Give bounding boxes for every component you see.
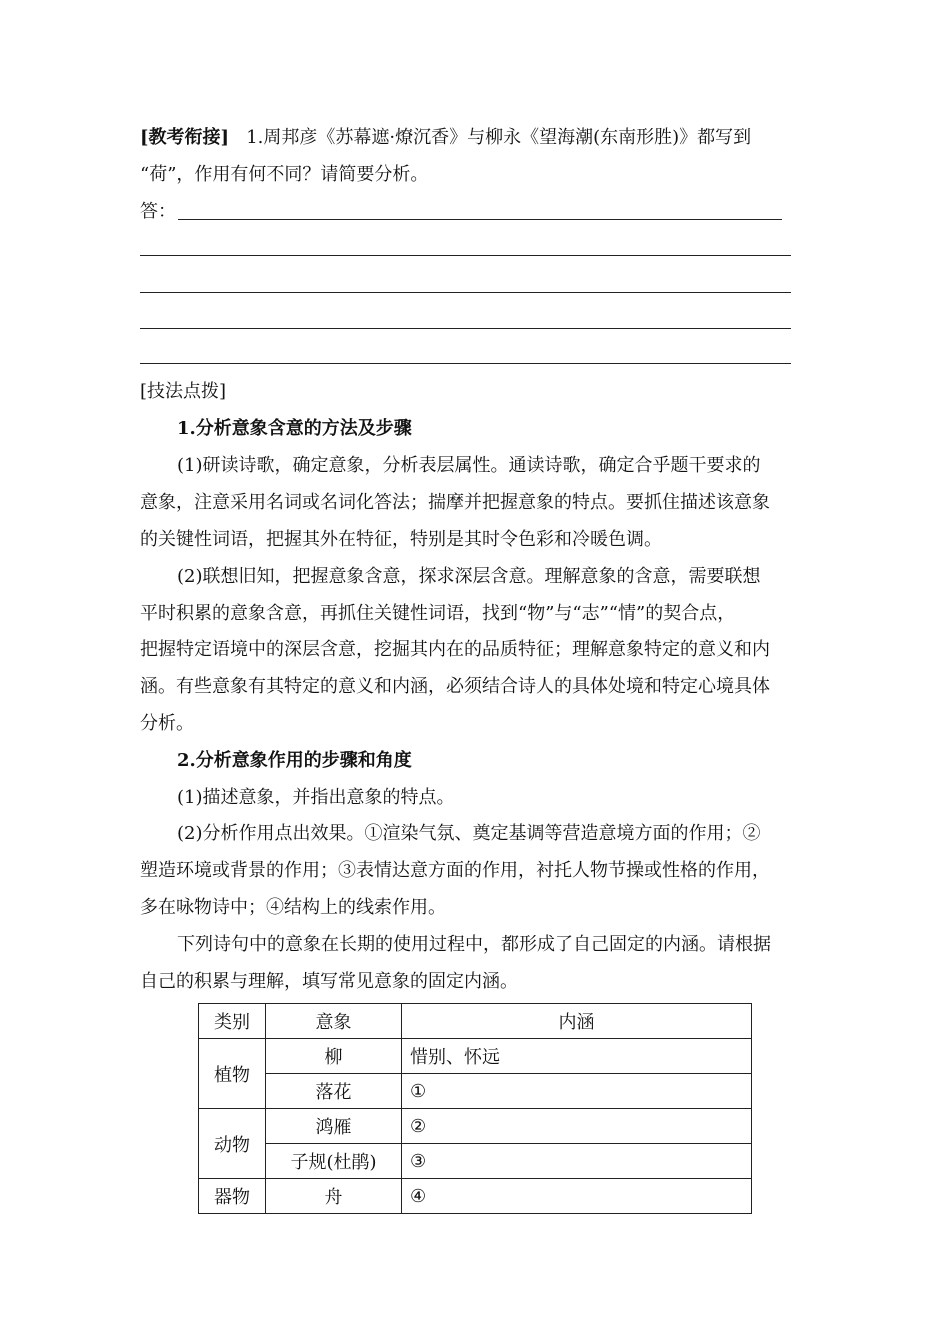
header-image: 意象 — [266, 1004, 402, 1039]
paragraph-4-line-2: 塑造环境或背景的作用；③表情达意方面的作用，衬托人物节操或性格的作用， — [140, 860, 770, 881]
imagery-table — [198, 1003, 752, 1214]
table-header-row — [199, 1004, 752, 1039]
meaning-blank-1[interactable]: ① — [402, 1074, 752, 1109]
answer-blank-line-3[interactable] — [140, 292, 791, 293]
intro-line-1: 下列诗句中的意象在长期的使用过程中，都形成了自己固定的内涵。请根据 — [177, 934, 771, 955]
answer-blank-line-4[interactable] — [140, 328, 791, 329]
image-cell: 鸿雁 — [266, 1109, 402, 1144]
header-category: 类别 — [199, 1004, 266, 1039]
section-2-title: 2.分析意象作用的步骤和角度 — [177, 750, 412, 771]
paragraph-2-line-5: 分析。 — [140, 713, 194, 734]
tips-heading: [技法点拨] — [140, 381, 227, 402]
meaning-blank-2[interactable]: ② — [402, 1109, 752, 1144]
paragraph-1-line-1: (1)研读诗歌，确定意象，分析表层属性。通读诗歌，确定合乎题干要求的 — [177, 455, 761, 476]
paragraph-2-line-3: 把握特定语境中的深层含意，挖掘其内在的品质特征；理解意象特定的意义和内 — [140, 639, 770, 660]
image-cell: 柳 — [266, 1039, 402, 1074]
paragraph-2-line-4: 涵。有些意象有其特定的意义和内涵，必须结合诗人的具体处境和特定心境具体 — [140, 676, 770, 697]
section-1-title: 1.分析意象含意的方法及步骤 — [177, 418, 412, 439]
image-cell: 舟 — [266, 1179, 402, 1214]
exercise-question-line-2: “荷”，作用有何不同？请简要分析。 — [140, 164, 429, 185]
answer-blank-line-5[interactable] — [140, 363, 791, 364]
paragraph-1-line-3: 的关键性词语，把握其外在特征，特别是其时令色彩和冷暖色调。 — [140, 529, 662, 550]
exercise-tag: [教考衔接] — [140, 127, 230, 148]
category-utensil: 器物 — [199, 1179, 266, 1214]
exercise-question-line-1 — [140, 126, 751, 150]
answer-blank-line-1[interactable] — [178, 219, 782, 220]
image-cell: 落花 — [266, 1074, 402, 1109]
table-row — [199, 1144, 752, 1179]
answer-blank-line-2[interactable] — [140, 255, 791, 256]
meaning-cell: 惜别、怀远 — [402, 1039, 752, 1074]
paragraph-2-line-2: 平时积累的意象含意，再抓住关键性词语，找到“物”与“志”“情”的契合点， — [140, 603, 736, 624]
paragraph-3-line-1: (1)描述意象，并指出意象的特点。 — [177, 787, 455, 808]
header-meaning: 内涵 — [402, 1004, 752, 1039]
paragraph-4-line-1: (2)分析作用点出效果。①渲染气氛、奠定基调等营造意境方面的作用；② — [177, 823, 761, 844]
exercise-question-text: 1.周邦彦《苏幕遮·燎沉香》与柳永《望海潮(东南形胜)》都写到 — [246, 127, 752, 148]
category-plant: 植物 — [199, 1039, 266, 1109]
table-row — [199, 1109, 752, 1144]
intro-line-2: 自己的积累与理解，填写常见意象的固定内涵。 — [140, 971, 518, 992]
table-row — [199, 1074, 752, 1109]
paragraph-4-line-3: 多在咏物诗中；④结构上的线索作用。 — [140, 897, 446, 918]
answer-label: 答： — [140, 201, 176, 222]
table-row — [199, 1179, 752, 1214]
category-animal: 动物 — [199, 1109, 266, 1179]
table-row — [199, 1039, 752, 1074]
meaning-blank-4[interactable]: ④ — [402, 1179, 752, 1214]
meaning-blank-3[interactable]: ③ — [402, 1144, 752, 1179]
image-cell: 子规(杜鹃) — [266, 1144, 402, 1179]
paragraph-1-line-2: 意象，注意采用名词或名词化答法；揣摩并把握意象的特点。要抓住描述该意象 — [140, 492, 770, 513]
paragraph-2-line-1: (2)联想旧知，把握意象含意，探求深层含意。理解意象的含意，需要联想 — [177, 566, 761, 587]
